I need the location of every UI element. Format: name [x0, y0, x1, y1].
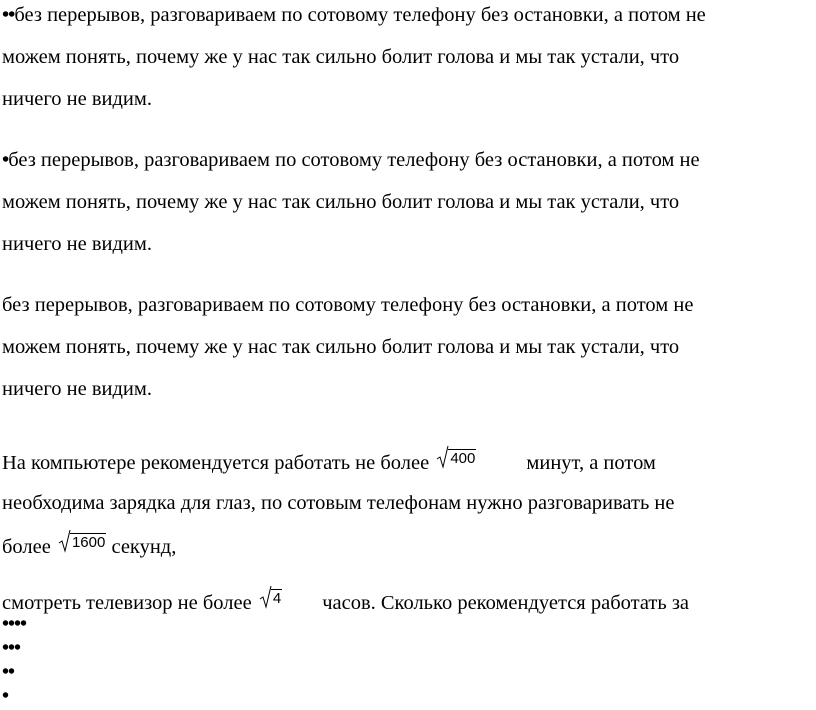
sqrt-radicand: 1600	[71, 534, 106, 551]
problem-line-3	[2, 533, 176, 559]
paragraph-3-line-2: можем понять, почему же у нас так сильно болит голова и мы так устали, что	[2, 336, 680, 358]
problem-text: более	[2, 536, 51, 558]
problem-text: секунд,	[111, 536, 177, 558]
sqrt-400	[437, 449, 476, 467]
paragraph-2-line-2: можем понять, почему же у нас так сильно болит голова и мы так устали, что	[2, 191, 680, 213]
paragraph-2-line-3: ничего не видим.	[2, 233, 152, 255]
bullet-row-2: ••	[2, 661, 15, 683]
sqrt-radicand: 4	[272, 590, 282, 607]
bullet-marker: •	[2, 149, 9, 171]
problem-text: часов. Сколько рекомендуется работать за	[322, 592, 690, 614]
sqrt-1600	[59, 533, 106, 551]
problem-line-4	[2, 589, 689, 615]
paragraph-3-line-3: ничего не видим.	[2, 378, 152, 400]
sqrt-4	[260, 589, 282, 607]
problem-text: минут, а потом	[526, 452, 656, 474]
paragraph-3-line-1: без перерывов, разговариваем по сотовому телефону без остановки, а потом не	[2, 294, 694, 316]
problem-text: На компьютере рекомендуется работать не более	[2, 452, 430, 474]
bullet-row-4: ••••	[2, 613, 27, 635]
paragraph-1-line-2: можем понять, почему же у нас так сильно болит голова и мы так устали, что	[2, 46, 680, 68]
sqrt-radicand: 400	[450, 450, 476, 467]
paragraph-1-line-3: ничего не видим.	[2, 88, 152, 110]
problem-line-2: необходима зарядка для глаз, по сотовым телефонам нужно разговаривать не	[2, 492, 675, 514]
paragraph-text: без перерывов, разговариваем по сотовому телефону без остановки, а потом не	[8, 149, 700, 171]
problem-line-1	[2, 449, 656, 475]
paragraph-2-line-1	[2, 148, 700, 172]
bullet-row-3: •••	[2, 637, 21, 659]
problem-text: смотреть телевизор не более	[2, 592, 252, 614]
paragraph-text: без перерывов, разговариваем по сотовому телефону без остановки, а потом не	[14, 4, 706, 26]
paragraph-1-line-1	[2, 3, 706, 27]
bullet-row-1: •	[2, 685, 9, 707]
bullet-marker: ••	[2, 4, 15, 26]
